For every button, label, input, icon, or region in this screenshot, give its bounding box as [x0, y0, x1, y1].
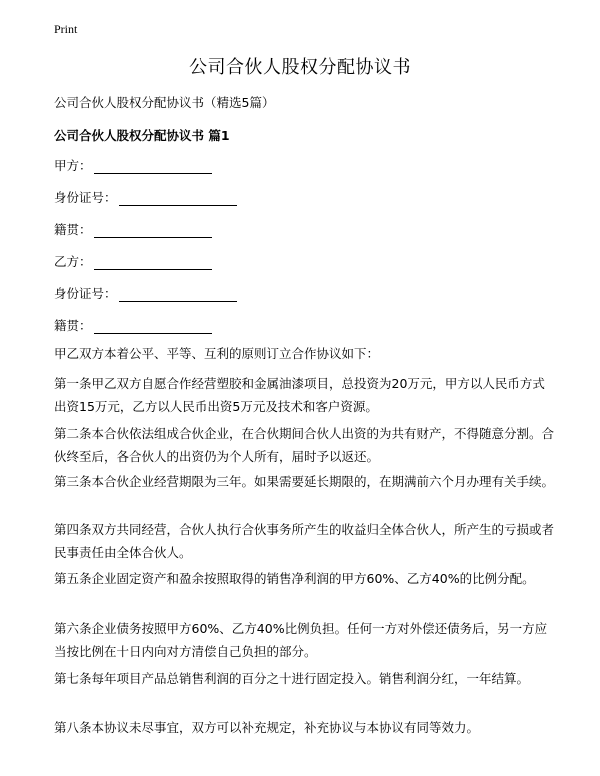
fill-in-blank	[119, 287, 237, 302]
clause-1: 第一条甲乙双方自愿合作经营塑胶和金属油漆项目，总投资为20万元，甲方以人民币方式出资15万元，乙方以人民币出资5万元及技术和客户资源。	[54, 376, 545, 414]
party-b-origin-field	[54, 316, 212, 334]
party-a-origin-field	[54, 220, 212, 238]
field-label: 籍贯：	[54, 222, 92, 237]
fill-in-blank	[94, 159, 212, 174]
clause-2: 第二条本合伙依法组成合伙企业，在合伙期间合伙人出资的为共有财产，不得随意分割。合伙终至后，各合伙人的出资仍为个人所有，届时予以返还。	[54, 426, 555, 464]
field-label: 身份证号：	[54, 190, 117, 205]
fill-in-blank	[119, 191, 237, 206]
document-subtitle: 公司合伙人股权分配协议书（精选5篇）	[54, 95, 275, 110]
document-title: 公司合伙人股权分配协议书	[189, 57, 411, 78]
party-b-field	[54, 252, 212, 270]
fill-in-blank	[94, 223, 212, 238]
clause-6: 第六条企业债务按照甲方60%、乙方40%比例负担。任何一方对外偿还债务后，另一方应当按比例在十日内向对方清偿自己负担的部分。	[54, 621, 548, 659]
field-label: 身份证号：	[54, 286, 117, 301]
field-label: 乙方：	[54, 254, 92, 269]
clause-3: 第三条本合伙企业经营期限为三年。如果需要延长期限的，在期满前六个月办理有关手续。	[54, 474, 555, 489]
print-link[interactable]: Print	[54, 22, 78, 36]
fill-in-blank	[94, 255, 212, 270]
field-label: 甲方：	[54, 158, 92, 173]
party-a-field	[54, 156, 212, 174]
agreement-intro: 甲乙双方本着公平、平等、互利的原则订立合作协议如下：	[54, 346, 380, 361]
clause-5: 第五条企业固定资产和盈余按照取得的销售净利润的甲方60%、乙方40%的比例分配。	[54, 571, 535, 586]
fill-in-blank	[94, 319, 212, 334]
clause-4: 第四条双方共同经营，合伙人执行合伙事务所产生的收益归全体合伙人，所产生的亏损或者民事责任由全体合伙人。	[54, 522, 555, 560]
field-label: 籍贯：	[54, 318, 92, 333]
party-b-id-field	[54, 284, 237, 302]
clause-7: 第七条每年项目产品总销售利润的百分之十进行固定投入。销售利润分红，一年结算。	[54, 671, 530, 686]
clause-8: 第八条本协议未尽事宜，双方可以补充规定，补充协议与本协议有同等效力。	[54, 720, 480, 735]
section-heading: 公司合伙人股权分配协议书 篇1	[54, 128, 230, 143]
party-a-id-field	[54, 188, 237, 206]
